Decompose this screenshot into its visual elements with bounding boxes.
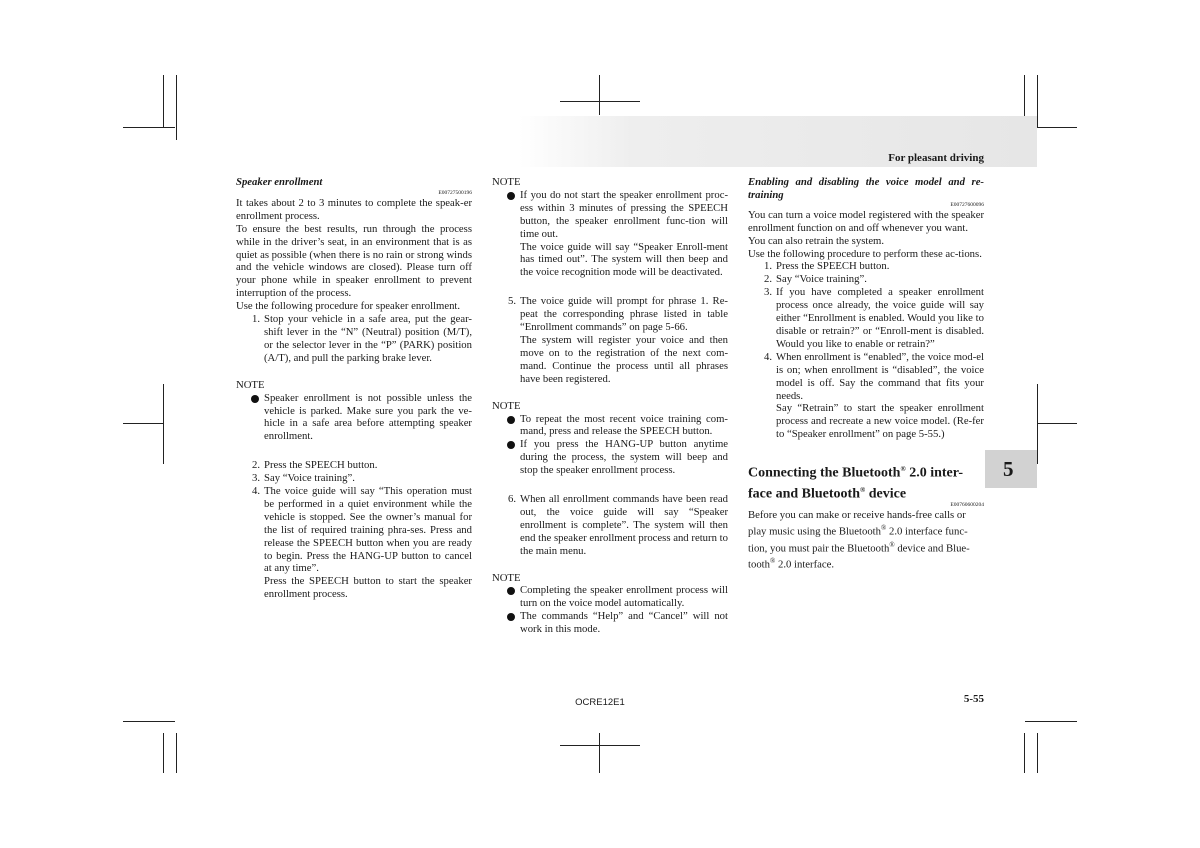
step-text: Say “Voice training”. <box>264 472 355 485</box>
note-item <box>492 413 728 439</box>
note-label: NOTE <box>492 176 521 188</box>
crop-mark <box>123 127 175 128</box>
crop-mark <box>123 721 175 722</box>
step-number: 4. <box>252 485 261 498</box>
bullet-icon <box>507 613 515 621</box>
note-text: Completing the speaker enrollment process will turn on the voice model automatically. <box>520 584 728 610</box>
note-text: If you press the HANG-UP button anytime during the process, the system will beep and stop the speaker enrollment process. <box>520 438 728 477</box>
step-text: Say “Voice training”. <box>776 273 867 286</box>
bullet-icon <box>507 192 515 200</box>
step-number: 3. <box>764 286 773 299</box>
note-item <box>236 392 472 444</box>
step-item <box>236 313 472 365</box>
step-number: 1. <box>252 313 261 326</box>
step-item <box>748 351 984 441</box>
step-number: 5. <box>508 295 517 308</box>
step-text: Press the SPEECH button to start the speaker enrollment process. <box>264 575 472 601</box>
step-item <box>236 459 472 472</box>
bullet-icon <box>507 587 515 595</box>
step-number: 2. <box>252 459 261 472</box>
note-label: NOTE <box>492 399 521 412</box>
paragraph: Before you can make or receive hands-free calls or play music using the Bluetooth® 2.0 interface func-tion, you must pair the Bluetooth® device and Blue-tooth® 2.0 interface. <box>748 509 970 571</box>
chapter-tab <box>985 450 1037 488</box>
section-title: For pleasant driving <box>888 152 984 164</box>
crop-mark <box>560 101 640 102</box>
step-text: The voice guide will say “This operation must be performed in a quiet environment while the vehicle is stopped. See the owner’s manual for the list of required training phra-ses. Press and release the SPEECH button when you are ready to begin. Press the HANG-UP button to cancel at any time”. <box>264 485 472 575</box>
note-item <box>492 438 728 477</box>
crop-mark <box>599 733 600 773</box>
crop-mark <box>1037 733 1038 773</box>
subsection-heading: Speaker enrollment <box>236 176 323 188</box>
column-2 <box>492 176 728 636</box>
step-text: The voice guide will prompt for phrase 1. Re-peat the corresponding phrase listed in table “Enrollment commands” on page 5-66. <box>520 295 728 334</box>
paragraph: It takes about 2 to 3 minutes to complete the speak-er enrollment process. <box>236 196 472 222</box>
step-text: Stop your vehicle in a safe area, put the gear-shift lever in the “N” (Neutral) position (M/T), or the selector lever in the “P” (PARK) position (A/T), and pull the parking brake lever. <box>264 313 472 364</box>
step-list <box>492 295 728 385</box>
step-item <box>748 273 984 286</box>
crop-mark <box>123 423 163 424</box>
step-list <box>748 260 984 441</box>
crop-mark <box>560 745 640 746</box>
paragraph: To ensure the best results, run through the process while in the driver’s seat, in an environment that is as quiet as possible (when there is no rain or strong winds and the vehicle windows are closed). Please turn off your phone while in speaker enrollment to prevent interruption of the process. <box>236 222 472 300</box>
step-text: Say “Retrain” to start the speaker enrollment process and recreate a new voice model. (Re-fer to “Speaker enrollment” on page 5-55.) <box>776 402 984 441</box>
crop-mark <box>163 384 164 464</box>
step-number: 4. <box>764 350 773 363</box>
reference-code: E00727600096 <box>950 201 984 208</box>
crop-mark <box>176 75 177 140</box>
bullet-icon <box>507 416 515 424</box>
note-item <box>492 610 728 636</box>
step-item <box>492 295 728 385</box>
note-text: If you do not start the speaker enrollment proc-ess within 3 minutes of pressing the SPEECH button, the speaker enrollment func-tion will time out. <box>520 188 728 240</box>
step-list <box>236 313 472 365</box>
crop-mark <box>163 75 164 127</box>
note-item <box>492 584 728 610</box>
note-text: The voice guide will say “Speaker Enroll-ment has timed out”. The system will then beep and the voice recognition mode will be deactivated. <box>520 240 728 279</box>
step-number: 6. <box>508 493 517 506</box>
step-item <box>236 472 472 485</box>
step-list <box>492 493 728 558</box>
note-item <box>492 189 728 279</box>
crop-mark <box>1024 733 1025 773</box>
column-3 <box>748 176 984 572</box>
step-item <box>492 493 728 558</box>
paragraph: You can also retrain the system. <box>748 234 885 247</box>
bullet-icon <box>507 441 515 449</box>
column-1 <box>236 176 472 601</box>
note-list <box>492 584 728 636</box>
step-text: Press the SPEECH button. <box>264 459 378 472</box>
note-text: To repeat the most recent voice training com-mand, press and release the SPEECH button. <box>520 412 728 438</box>
step-item <box>748 286 984 351</box>
note-list <box>492 189 728 279</box>
step-text: Press the SPEECH button. <box>776 260 890 273</box>
step-text: When all enrollment commands have been read out, the voice guide will say “Speaker enrollment is complete”. The system will then end the speaker enrollment process and return to the main menu. <box>520 493 728 557</box>
step-number: 2. <box>764 273 773 286</box>
note-list <box>236 392 472 444</box>
chapter-number: 5 <box>1003 457 1014 481</box>
crop-mark <box>1037 75 1038 127</box>
note-label: NOTE <box>492 571 521 584</box>
bullet-icon <box>251 395 259 403</box>
crop-mark <box>599 75 600 115</box>
paragraph: Use the following procedure to perform these ac-tions. <box>748 247 982 260</box>
crop-mark <box>1037 384 1038 464</box>
page-number: 5-55 <box>963 693 984 705</box>
note-text: Speaker enrollment is not possible unless the vehicle is parked. Make sure you park the ve-hicle in a safe area before attempting speaker enrollment. <box>264 391 472 443</box>
document-code: OCRE12E1 <box>575 697 625 708</box>
step-text: If you have completed a speaker enrollment process once already, the voice guide will say either “Enrollment is enabled. Would you like to disable or retrain?” or “Enroll-ment is disabled. Would you like to enable or retrain?” <box>776 286 984 350</box>
step-number: 1. <box>764 260 773 273</box>
reference-code: E00760600204 <box>950 502 984 509</box>
note-label: NOTE <box>236 378 265 391</box>
crop-mark <box>1037 423 1077 424</box>
step-text: The system will register your voice and then move on to the registration of the next com-mand. Continue the process until all phrases have been registered. <box>520 333 728 385</box>
step-list <box>236 459 472 601</box>
step-item <box>236 485 472 601</box>
crop-mark <box>1025 721 1077 722</box>
step-item <box>748 260 984 273</box>
paragraph: Use the following procedure for speaker enrollment. <box>236 300 461 313</box>
section-heading: Connecting the Bluetooth® 2.0 inter-face and Bluetooth® device <box>748 465 964 502</box>
step-number: 3. <box>252 472 261 485</box>
crop-mark <box>163 733 164 773</box>
paragraph: You can turn a voice model registered with the speaker enrollment function on and off whenever you want. <box>748 208 984 234</box>
crop-mark <box>176 733 177 773</box>
reference-code: E00727500196 <box>438 189 472 196</box>
note-text: The commands “Help” and “Cancel” will not work in this mode. <box>520 610 728 636</box>
note-list <box>492 413 728 478</box>
subsection-heading: Enabling and disabling the voice model and re-training <box>748 176 984 201</box>
step-text: When enrollment is “enabled”, the voice mod-el is on; when enrollment is “disabled”, the voice model is off. Say the command that fits your needs. <box>776 350 984 402</box>
